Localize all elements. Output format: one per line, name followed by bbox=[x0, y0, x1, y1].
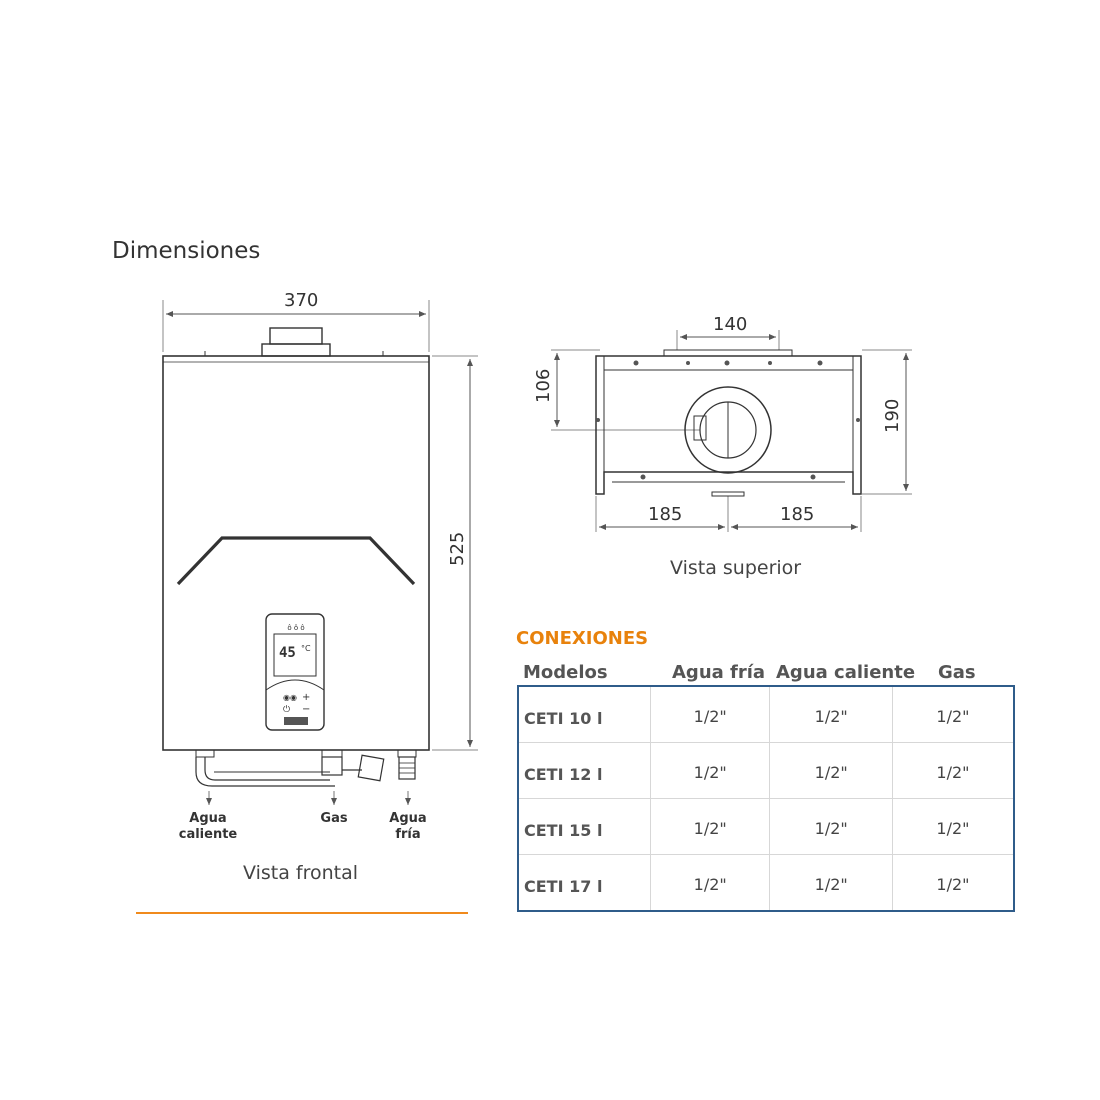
front-view-caption: Vista frontal bbox=[243, 862, 359, 884]
agua-fria-cell: 1/2" bbox=[650, 686, 770, 743]
table-row bbox=[518, 743, 1014, 799]
display-unit: °C bbox=[301, 644, 311, 653]
cold-water-fitting bbox=[398, 750, 416, 757]
orange-divider bbox=[136, 912, 468, 914]
agua-fria-cell: 1/2" bbox=[650, 798, 770, 854]
brand-plate bbox=[284, 717, 308, 725]
display-temperature: 45 bbox=[279, 645, 296, 661]
height-dimension-label: 525 bbox=[447, 531, 468, 566]
connections-table bbox=[517, 685, 1015, 912]
total-depth-label: 190 bbox=[882, 398, 903, 433]
flue-outlet bbox=[270, 328, 322, 344]
gas-cell: 1/2" bbox=[892, 743, 1014, 799]
table-row bbox=[518, 854, 1014, 911]
left-half-label: 185 bbox=[648, 504, 683, 525]
hot-water-fitting bbox=[196, 750, 214, 757]
gas-cell: 1/2" bbox=[892, 686, 1014, 743]
agua-fria-cell: 1/2" bbox=[650, 854, 770, 911]
table-row bbox=[518, 686, 1014, 743]
heater-body bbox=[163, 356, 429, 750]
connections-title: CONEXIONES bbox=[516, 628, 649, 649]
agua-caliente-cell: 1/2" bbox=[770, 686, 892, 743]
page-title: Dimensiones bbox=[112, 238, 261, 264]
agua-caliente-cell: 1/2" bbox=[770, 854, 892, 911]
svg-text:ô ô ô: ô ô ô bbox=[287, 624, 305, 632]
header-agua-caliente: Agua caliente bbox=[776, 662, 916, 683]
cold-water-label: Agua fría bbox=[389, 811, 427, 842]
depth-label: 106 bbox=[533, 368, 554, 403]
model-cell: CETI 17 l bbox=[518, 854, 650, 911]
front-view bbox=[163, 300, 478, 805]
agua-caliente-cell: 1/2" bbox=[770, 743, 892, 799]
valve-handle bbox=[358, 755, 383, 780]
gas-fitting bbox=[322, 750, 342, 757]
width-dimension-label: 370 bbox=[284, 290, 319, 311]
hot-water-label: Agua caliente bbox=[178, 811, 238, 842]
gas-label: Gas bbox=[320, 811, 348, 826]
svg-text:−: − bbox=[302, 704, 311, 715]
top-view-caption: Vista superior bbox=[670, 557, 802, 579]
header-agua-fria: Agua fría bbox=[672, 662, 766, 683]
model-cell: CETI 12 l bbox=[518, 743, 650, 799]
model-cell: CETI 10 l bbox=[518, 686, 650, 743]
svg-text:⏻: ⏻ bbox=[283, 705, 291, 715]
flue-collar bbox=[262, 344, 330, 356]
top-view bbox=[551, 330, 912, 532]
agua-caliente-cell: 1/2" bbox=[770, 798, 892, 854]
model-cell: CETI 15 l bbox=[518, 798, 650, 854]
flue-width-label: 140 bbox=[713, 314, 748, 335]
agua-fria-cell: 1/2" bbox=[650, 743, 770, 799]
header-gas: Gas bbox=[938, 662, 976, 683]
table-row bbox=[518, 798, 1014, 854]
gas-cell: 1/2" bbox=[892, 798, 1014, 854]
svg-text:◉◉: ◉◉ bbox=[283, 693, 297, 702]
right-half-label: 185 bbox=[780, 504, 815, 525]
svg-text:+: + bbox=[302, 692, 311, 703]
gas-cell: 1/2" bbox=[892, 854, 1014, 911]
header-modelos: Modelos bbox=[523, 662, 608, 683]
panel-chevron bbox=[178, 538, 414, 584]
